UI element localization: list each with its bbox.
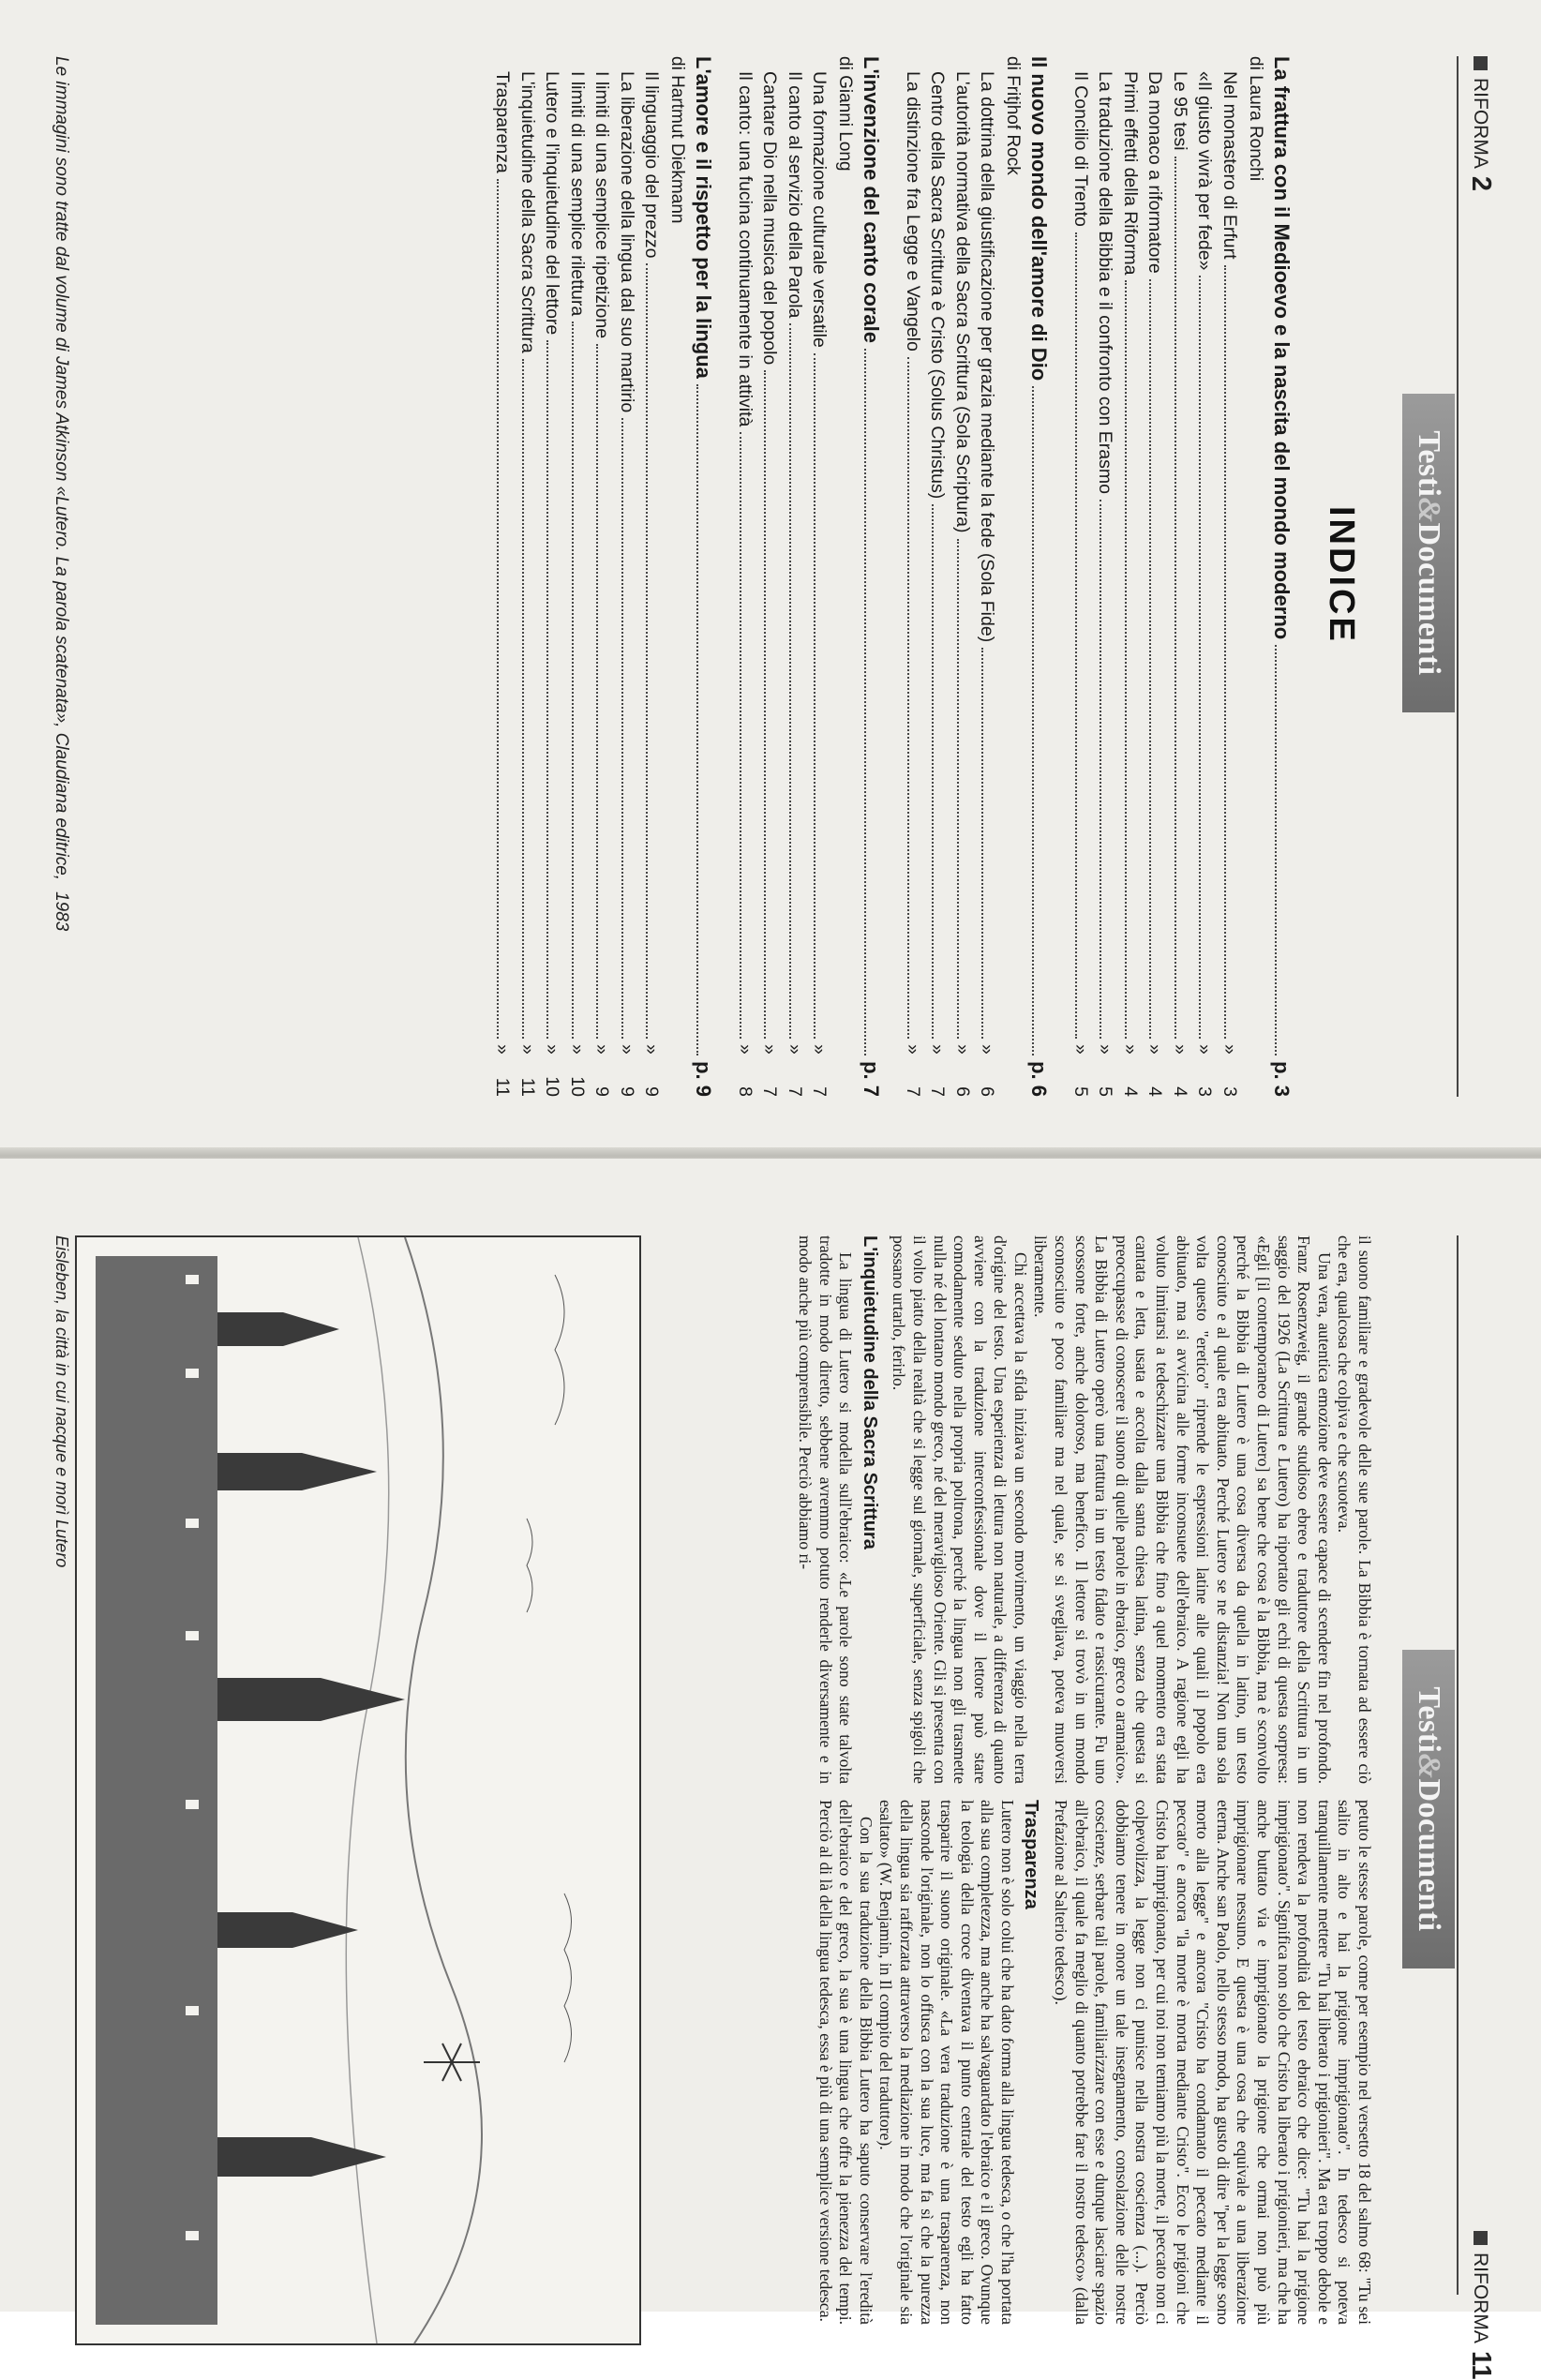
toc-item-page [925,1044,950,1097]
toc-item-page [615,1044,640,1097]
toc-section-title-row [1267,56,1295,1097]
leader-dots [522,359,524,1039]
toc-item-label: Il Concilio di Trento [1070,71,1091,227]
leader-dots [815,353,816,1039]
toc-item [1218,56,1243,1097]
toc-item-page [490,1044,516,1097]
repeat-mark: » [617,1044,637,1055]
toc-item-page [1093,1044,1118,1097]
toc-item [807,56,832,1097]
toc-item-label: Il linguaggio del prezzo [641,71,663,259]
toc-item-label: «Il giusto vivrà per fede» [1194,71,1216,271]
leader-dots [1033,386,1035,1055]
toc-item-page [1168,1044,1193,1097]
leader-dots [621,418,623,1039]
page-number: 11 [1466,2350,1496,2380]
repeat-mark: » [492,1044,514,1055]
repeat-mark: » [809,1044,830,1055]
page-num: 9 [591,1086,613,1097]
toc-section-title: L'invenzione del canto corale [860,56,884,343]
engraving-svg [77,1237,639,2343]
repeat-mark: » [952,1044,973,1055]
toc-section-page: p. 6 [1027,1061,1052,1097]
toc-item-label: Il canto: una fucina continuamente in attività [735,71,756,427]
toc-section-title-row [690,56,718,1097]
toc-item-label: Primi effetti della Riforma [1120,71,1141,276]
repeat-mark: » [567,1044,588,1055]
table-of-contents [475,56,1295,1097]
header-label: RIFORMA [1470,78,1492,169]
repeat-mark: » [759,1044,781,1055]
subheading: Trasparenza [1021,1800,1042,1909]
leader-dots [865,349,867,1055]
toc-item-page [950,1044,976,1097]
toc-section-page: p. 9 [692,1061,716,1097]
repeat-mark: » [1120,1044,1141,1055]
page-num: 10 [567,1076,588,1097]
toc-item [590,56,615,1097]
repeat-mark: » [542,1044,563,1055]
page-header-left [1465,56,1496,191]
toc-item [757,56,783,1097]
leader-dots [789,323,791,1039]
toc-item-page [757,1044,783,1097]
toc-item-page [733,1044,758,1097]
toc-item-page [1192,1044,1218,1097]
index-title: INDICE [1322,506,1361,644]
repeat-mark: » [517,1044,538,1055]
subheading: L'inquietudine della Sacra Scrittura [859,1235,880,1549]
page-num: 7 [785,1086,805,1097]
toc-author: di Laura Ronchi [1246,56,1265,182]
toc-section [733,56,886,1097]
leader-dots [907,357,909,1039]
leader-dots [1150,279,1152,1039]
page-number: 2 [1466,175,1496,191]
paragraph: Lutero non è solo colui che ha dato forma alla lingua tedesca, o che l'ha portata alla sua completezza, ma anche ha salvaguardato l'ebraico e il greco. Ovunque la teologia della croce diventava il punto centrale del testo egli ha fatto trasparire il suono originale. «La vera traduzione è una trasparenza, non nasconde l'originale, non lo offusca con la sua luce, ma fa sì che la purezza della lingua sia rafforzata attraverso la mediazione in modo che l'originale sia esaltato» (W. Benjamin, in Il compito del traduttore). [876,1800,1017,2325]
leader-dots [1174,157,1176,1039]
banner-amp: & [1412,1753,1446,1779]
toc-item-label: I limiti di una semplice rilettura [567,71,588,317]
page-num: 8 [735,1086,756,1097]
header-rule [1457,1235,1459,2295]
toc-item-page [807,1044,832,1097]
toc-item-label: La distinzione fra Legge e Vangelo [903,71,923,352]
toc-item-label: I limiti di una semplice ripetizione [591,71,613,339]
toc-author: di Fritjhof Rock [1003,56,1024,175]
leader-dots [740,432,741,1039]
repeat-mark: » [785,1044,805,1055]
toc-item-page [901,1044,926,1097]
toc-section [901,56,1054,1097]
toc-item [1168,56,1193,1097]
toc-item-label: Trasparenza [492,71,514,173]
toc-section-page: p. 7 [860,1061,884,1097]
page-num: 9 [617,1086,637,1097]
toc-item [1143,56,1168,1097]
leader-dots [1224,265,1226,1040]
header-square-icon [1474,56,1488,70]
toc-item-page [540,1044,565,1097]
leader-dots [957,539,959,1039]
page-num: 6 [977,1086,998,1097]
toc-item-page [1118,1044,1144,1097]
repeat-mark: » [591,1044,613,1055]
page-num: 4 [1145,1086,1166,1097]
page-num: 10 [542,1076,563,1097]
header-square-icon [1474,2231,1488,2245]
toc-item-label: La traduzione della Bibbia e il confronto con Erasmo [1095,71,1116,494]
toc-section [490,56,718,1097]
toc-item [1093,56,1118,1097]
toc-item-page [516,1044,541,1097]
toc-item [925,56,950,1097]
repeat-mark: » [641,1044,663,1055]
repeat-mark: » [1095,1044,1116,1055]
page-num: 7 [759,1086,781,1097]
paragraph: petuto le stesse parole, come per esempio nel versetto 18 del salmo 68: "Tu sei salito in alto e hai la prigione imprigionato". In tedesco si poteva tranquillamente mettere "Tu hai liberato i prigionieri". Ma era troppo debole e non rendeva la profondità del testo ebraico che dice: "Tu hai la prigione imprigionato". Significa non solo che Cristo ha liberato i prigionieri, ma che ha anche buttato via e imprigionato la prigione che ormai non può più imprigionare nessuno. E questa è una cosa che equivale a una liberazione eterna. Anche san Paolo, nello stesso modo, ha gusto di dire "per la legge sono morto alla legge" e ancora "Cristo ha condannato il peccato mediante il peccato" e ancora "la morte è morta mediante Cristo". Ecco le prigioni che Cristo ha imprigionato, per cui noi non temiamo più la morte, il peccato non ci colpevolizza, la legge non ci punisce nella nostra coscienza (...). Perciò dobbiamo tenere in onore un tale insegnamento, consolazione delle nostre coscienze, serbare tali parole, familiarizzare con esse e dunque lasciare spazio all'ebraico, il quale fa meglio di quanto potrebbe fare il nostro tedesco» (dalla Prefazione al Salterio tedesco). [1052,1800,1374,2325]
banner-word-2: Documenti [1412,522,1446,676]
page-num: 4 [1120,1086,1141,1097]
toc-item-page [590,1044,615,1097]
toc-item [1192,56,1218,1097]
leader-dots [933,504,935,1039]
page-num: 5 [1070,1086,1091,1097]
leader-dots [982,648,984,1039]
toc-item-label: La liberazione della lingua dal suo martirio [617,71,637,413]
toc-item-label: Il canto al servizio della Parola [785,71,805,319]
leader-dots [1275,645,1277,1055]
toc-section-title-row [1025,56,1054,1097]
repeat-mark: » [903,1044,923,1055]
index-page [0,0,1541,1153]
toc-item-label: Lutero e l'inquietudine del lettore [542,71,563,336]
credit-year: 1983 [52,891,71,932]
toc-item [540,56,565,1097]
page-num: 3 [1194,1086,1216,1097]
illustration-caption: Eisleben, la città in cui nacque e morì Lutero [52,1235,71,1568]
leader-dots [765,370,767,1039]
page-num: 5 [1095,1086,1116,1097]
leader-dots [498,179,500,1039]
toc-item-label: Le 95 tesi [1170,71,1190,151]
repeat-mark: » [977,1044,998,1055]
banner-word-1: Testi [1412,1686,1446,1754]
toc-item-label: Da monaco a riformatore [1145,71,1166,274]
toc-item [490,56,516,1097]
toc-item [733,56,758,1097]
banner-word-1: Testi [1412,430,1446,498]
paragraph: Chi accettava la sfida iniziava un secondo movimento, un viaggio nella terra d'origine del testo. Una esperienza di lettura non naturale, a differenza di quanto avviene con la traduzione interconfessionale dove il lettore può stare comodamente seduto nella propria poltrona, perché la lingua non gli trasmette nulla né del lontano mondo greco, né del meraviglioso Oriente. Gli si presenta con il volto piatto della realtà che si legge sul giornale, superficiale, senza spigoli che possano urtarlo, ferirlo. [890,1235,1030,1784]
paragraph: il suono familiare e gradevole delle sue parole. La Bibbia è tornata ad essere ciò che era, qualcosa che colpiva e che scuoteva. [1335,1235,1374,1784]
leader-dots [597,344,599,1039]
repeat-mark: » [1070,1044,1091,1055]
toc-item-page [565,1044,591,1097]
toc-item-page [1218,1044,1243,1097]
repeat-mark: » [927,1044,949,1055]
toc-section-title: Il nuovo mondo dell'amore di Dio [1027,56,1052,382]
page-num: 6 [952,1086,973,1097]
toc-item [1069,56,1094,1097]
page-num: 4 [1170,1086,1190,1097]
toc-section-title: L'amore e il rispetto per la lingua [692,56,716,379]
toc-item-label: Nel monastero di Erfurt [1219,71,1240,260]
toc-item [615,56,640,1097]
toc-item-label: Centro della Sacra Scrittura è Cristo (Solus Christus) [927,71,949,500]
page-num: 11 [492,1077,514,1097]
page-num: 7 [903,1086,923,1097]
repeat-mark: » [1145,1044,1166,1055]
toc-item-page [1143,1044,1168,1097]
town-engraving-illustration [75,1235,641,2345]
leader-dots [547,340,549,1039]
page-num: 3 [1219,1086,1240,1097]
toc-section-title-row [858,56,886,1097]
paragraph: Una vera, autentica emozione deve essere capace di scendere fin nel profondo. Franz Rosenzweig, il grande studioso ebreo e traduttore della Scrittura in un saggio del 1926 (La Scrittura e Lutero) ha riportato gli echi di questa sorpresa: «Egli [il contemporaneo di Lutero] sa bene che cosa è la Bibbia, ma è sconvolto perché la Bibbia di Lutero è una cosa diversa da quella in latino, un testo conosciuto e al quale era abituato. Perché Lutero se ne distanzia! Non una sola volta questo "eretico" riprende le espressioni latine alle quali il popolo era abituato, ma si avvicina alle forme inconsuete dell'ebraico. A ragione egli ha voluto limitarsi a tedeschizzare una Bibbia che fino a quel momento era stata cantata e letta, usata e accolta dalla santa chiesa latina, senza che questa si preoccupasse di conoscere il suono di quelle parole in ebraico, greco o aramaico». La Bibbia di Lutero operò una frattura in un testo fidato e rassicurante. Fu uno scossone forte, anche doloroso, ma benefico. Il lettore si trovò in un mondo sconosciuto e poco familiare ma nel quale, se si svegliava, poteva muoversi liberamente. [1031,1235,1334,1784]
toc-item-page [975,1044,1000,1097]
repeat-mark: » [1219,1044,1240,1055]
toc-item-label: La dottrina della giustificazione per grazia mediante la fede (Sola Fide) [977,71,998,643]
toc-item-page [783,1044,808,1097]
page-num: 7 [809,1086,830,1097]
section-banner [1402,394,1455,712]
toc-section-title: La frattura con il Medioevo e la nascita del mondo moderno [1270,56,1294,640]
leader-dots [572,322,574,1039]
page-num: 9 [641,1086,663,1097]
toc-item-label: L'autorità normativa della Sacra Scrittura (Sola Scriptura) [952,71,973,533]
repeat-mark: » [1194,1044,1216,1055]
paragraph: Con la sua traduzione della Bibbia Lutero ha saputo conservare l'eredità dell'ebraico e del greco, la sua è una lingua che offre la pienezza del tempi. Perciò al di là della lingua tedesca, essa è più di una semplice versione tedesca. [815,1800,875,2325]
header-rule [1457,56,1459,1097]
toc-item [516,56,541,1097]
header-label: RIFORMA [1470,2253,1492,2343]
toc-item [565,56,591,1097]
toc-item [639,56,665,1097]
toc-item-label: L'inquietudine della Sacra Scrittura [517,71,538,353]
banner-amp: & [1412,497,1446,523]
page-header-right [1465,2231,1496,2380]
toc-item [783,56,808,1097]
repeat-mark: » [735,1044,756,1055]
toc-author: di Gianni Long [835,56,856,172]
banner-word-2: Documenti [1412,1778,1446,1932]
toc-section [1069,56,1296,1097]
section-banner [1402,1650,1455,1968]
toc-item-page [639,1044,665,1097]
toc-item [975,56,1000,1097]
toc-item-label: Cantare Dio nella musica del popolo [759,71,781,366]
repeat-mark: » [1170,1044,1190,1055]
page-num: 7 [927,1086,949,1097]
leader-dots [1100,500,1102,1039]
leader-dots [1075,232,1077,1039]
leader-dots [647,263,649,1039]
image-credit [51,56,71,931]
article-column-1 [794,1235,1374,1784]
toc-item [1118,56,1144,1097]
toc-item-page [1069,1044,1094,1097]
page-num: 11 [517,1077,538,1097]
toc-author: di Hartmut Diekmann [667,56,688,224]
toc-item-label: Una formazione culturale versatile [809,71,830,348]
article-column-2 [815,1800,1374,2325]
credit-text: Le immagini sono tratte dal volume di James Atkinson «Lutero. La parola scatenata», Claudiana editrice, [52,56,71,881]
toc-item [950,56,976,1097]
paragraph: La lingua di Lutero si modella sull'ebraico: «Le parole sono state talvolta tradotte in modo diretto, sebbene avremmo potuto renderle diversamente e in modo anche più comprensibile. Perciò abbiamo ri- [795,1235,856,1784]
toc-section-page: p. 3 [1270,1061,1294,1097]
leader-dots [1200,276,1202,1039]
toc-item [901,56,926,1097]
leader-dots [697,384,699,1055]
leader-dots [1125,280,1127,1039]
